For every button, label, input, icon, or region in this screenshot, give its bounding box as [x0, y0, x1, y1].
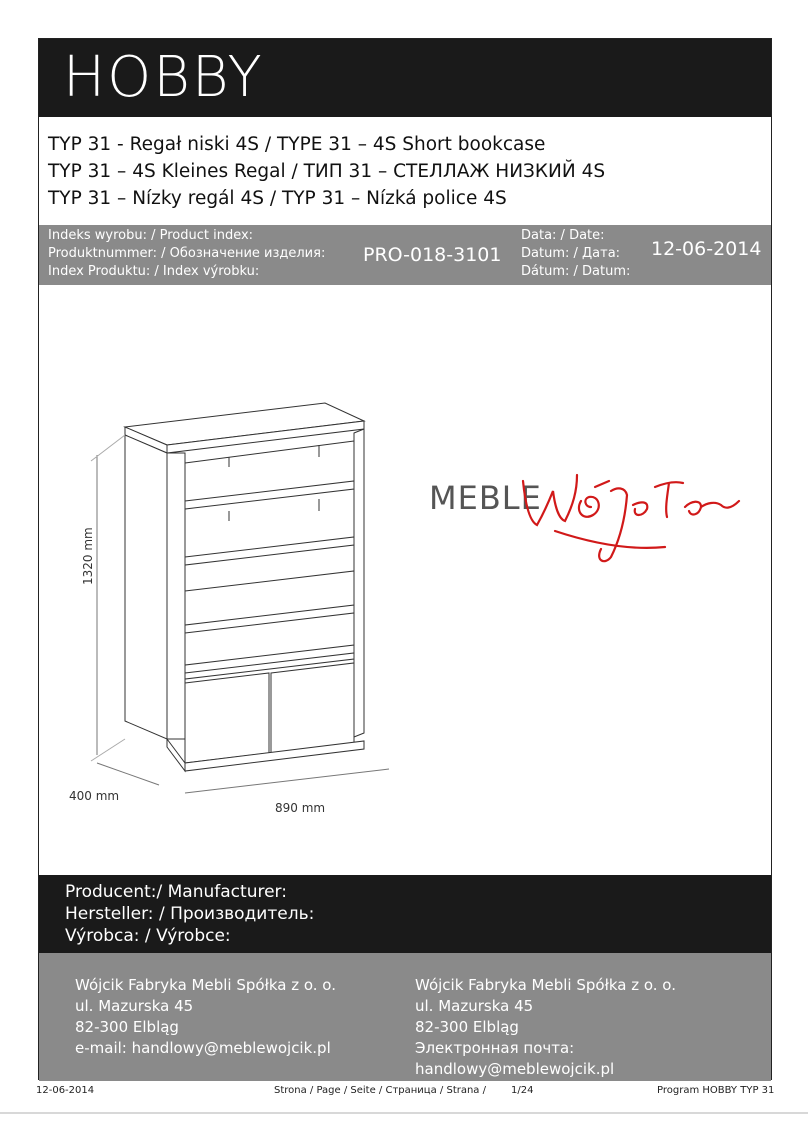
bottom-rule — [0, 1112, 808, 1114]
product-titles — [48, 131, 605, 212]
document-title: HOBBY — [63, 45, 264, 110]
footer-page-number: 1/24 — [511, 1085, 534, 1096]
title-bar — [39, 39, 771, 117]
address-line: 82-300 Elbląg — [75, 1018, 179, 1036]
manufacturer-heading-line: Výrobca: / Výrobce: — [65, 926, 231, 946]
address-email: e-mail: handlowy@meblewojcik.pl — [75, 1039, 331, 1057]
product-index-value: PRO-018-3101 — [363, 244, 502, 266]
manufacturer-heading-line: Hersteller: / Производитель: — [65, 904, 315, 924]
depth-dimension-label: 400 mm — [69, 789, 120, 803]
address-line: Электронная почта: — [415, 1039, 575, 1057]
address-line: ul. Mazurska 45 — [75, 997, 194, 1015]
product-drawing — [39, 285, 771, 875]
manufacturer-address-bar — [39, 953, 771, 1081]
width-dimension-label: 890 mm — [275, 801, 326, 815]
index-label: Indeks wyrobu: / Product index: — [48, 228, 254, 243]
address-line: Wójcik Fabryka Mebli Spółka z o. o. — [415, 976, 676, 994]
product-title-line: TYP 31 - Regał niski 4S / TYPE 31 – 4S Short bookcase — [48, 134, 546, 155]
product-title-line: TYP 31 – 4S Kleines Regal / ТИП 31 – СТЕЛЛАЖ НИЗКИЙ 4S — [48, 161, 606, 182]
address-right — [415, 975, 676, 1080]
date-label: Dátum: / Datum: — [521, 264, 631, 279]
index-label: Index Produktu: / Index výrobku: — [48, 264, 260, 279]
address-line: ul. Mazurska 45 — [415, 997, 534, 1015]
height-dimension-label: 1320 mm — [81, 527, 95, 585]
date-label: Datum: / Дата: — [521, 246, 621, 261]
date-label: Data: / Date: — [521, 228, 605, 243]
footer-date: 12-06-2014 — [36, 1085, 95, 1096]
date-value: 12-06-2014 — [651, 238, 762, 260]
product-title-line: TYP 31 – Nízky regál 4S / TYP 31 – Nízká police 4S — [48, 188, 507, 209]
signature-logo-icon — [515, 461, 755, 581]
footer-program: Program HOBBY TYP 31 — [657, 1085, 775, 1096]
address-left — [75, 975, 336, 1059]
address-email: handlowy@meblewojcik.pl — [415, 1060, 615, 1078]
index-label: Produktnummer: / Обозначение изделия: — [48, 246, 326, 261]
info-bar — [39, 225, 771, 285]
manufacturer-heading-line: Producent:/ Manufacturer: — [65, 882, 287, 902]
page-frame — [38, 38, 772, 1080]
footer-page-label: Strona / Page / Seite / Страница / Strana / — [274, 1085, 486, 1096]
address-line: 82-300 Elbląg — [415, 1018, 519, 1036]
address-line: Wójcik Fabryka Mebli Spółka z o. o. — [75, 976, 336, 994]
logo-wordmark: MEBLE — [429, 479, 542, 517]
manufacturer-heading-bar — [39, 875, 771, 953]
